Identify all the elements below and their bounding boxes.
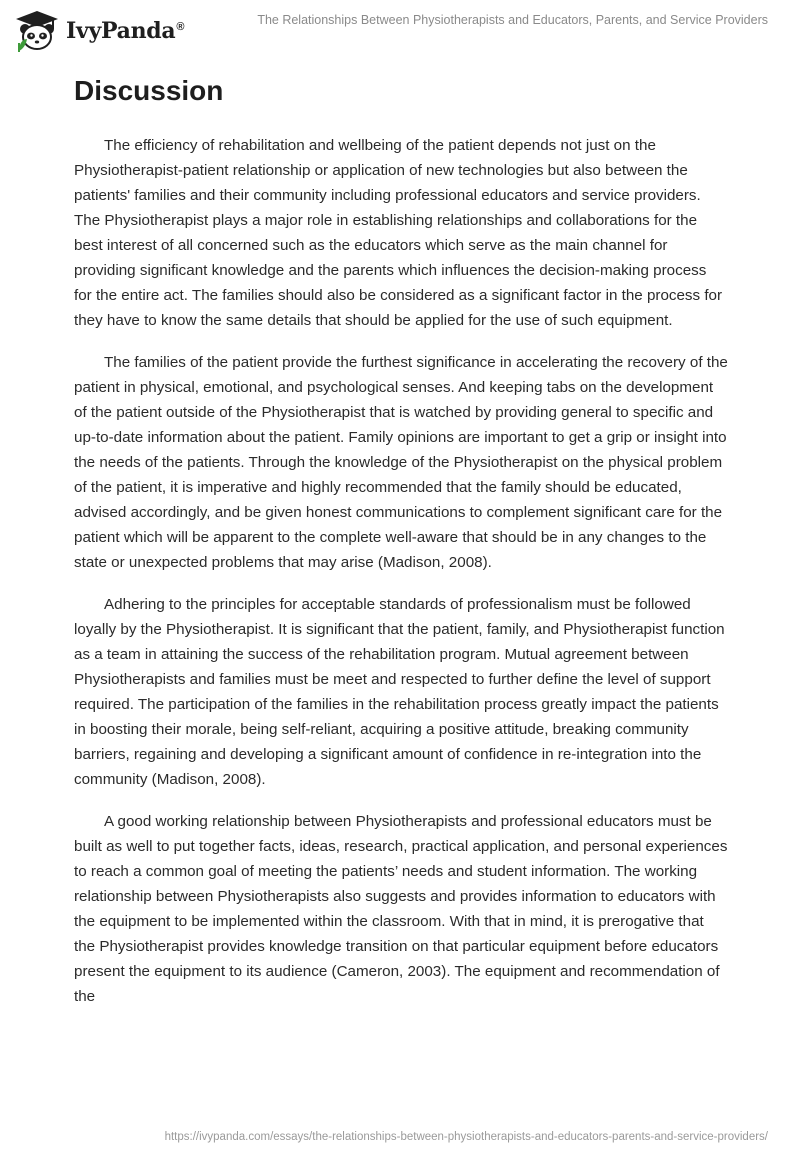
- paragraph-3: Adhering to the principles for acceptable standards of professionalism must be followed loyally by the Physiotherapist. It is significant that the patient, family, and Physiotherapist function as a team in attaining the success of the rehabilitation program. Mutual agreement between Physiotherapists and families must be meet and respected to further define the level of support required. The participation of the families in the rehabilitation process greatly impact the patients in boosting their morale, being self-reliant, acquiring a positive attitude, breaking community barriers, regaining and developing a significant amount of confidence in re-integration into the community (Madison, 2008).: [74, 596, 725, 788]
- paragraph-4: A good working relationship between Physiotherapists and professional educators must be built as well to put together facts, ideas, research, practical application, and personal experiences to reach a common goal of meeting the patients’ needs and student information. The working relationship between Physiotherapists also suggests and provides information to educators with the equipment to be implemented within the classroom. With that in mind, it is prerogative that the Physiotherapist provides knowledge transition on that particular equipment before educators present the equipment to its audience (Cameron, 2003). The equipment and recommendation of the: [74, 813, 728, 1005]
- panda-graduate-icon: [14, 9, 60, 53]
- page-header: [0, 0, 800, 60]
- ivypanda-logo[interactable]: [14, 8, 190, 54]
- registered-mark: ®: [176, 20, 185, 33]
- logo-wordmark: [66, 18, 184, 44]
- source-url-link[interactable]: https://ivypanda.com/essays/the-relationships-between-physiotherapists-and-educators-parents-and-service-providers/: [164, 1131, 768, 1143]
- logo-name: IvyPanda: [66, 18, 176, 44]
- paragraph-2: The families of the patient provide the furthest significance in accelerating the recovery of the patient in physical, emotional, and psychological senses. And keeping tabs on the development of the patient outside of the Physiotherapist that is watched by providing general to specific and up-to-date information about the patient. Family opinions are important to get a grip or insight into the needs of the patients. Through the knowledge of the Physiotherapist on the physical problem of the patient, it is imperative and highly recommended that the family should be educated, advised accordingly, and be given honest communications to complement significant care for the patient which will be apparent to the complete well-aware that should be in any changes to the state or unexpected problems that may arise (Madison, 2008).: [74, 354, 728, 571]
- section-heading: Discussion: [74, 75, 224, 106]
- paragraph-1: The efficiency of rehabilitation and wellbeing of the patient depends not just on the Physiotherapist-patient relationship or application of new technologies but also between the patients' families and their community including professional educators and service providers. The Physiotherapist plays a major role in establishing relationships and collaborations for the best interest of all concerned such as the educators which serve as the main channel for providing significant knowledge and the parents which influences the decision-making process for the entire act. The families should also be considered as a significant factor in the process for they have to know the same details that should be applied for the use of such equipment.: [74, 137, 723, 329]
- document-title: The Relationships Between Physiotherapists and Educators, Parents, and Service Providers: [257, 13, 768, 27]
- essay-body: [74, 133, 728, 1026]
